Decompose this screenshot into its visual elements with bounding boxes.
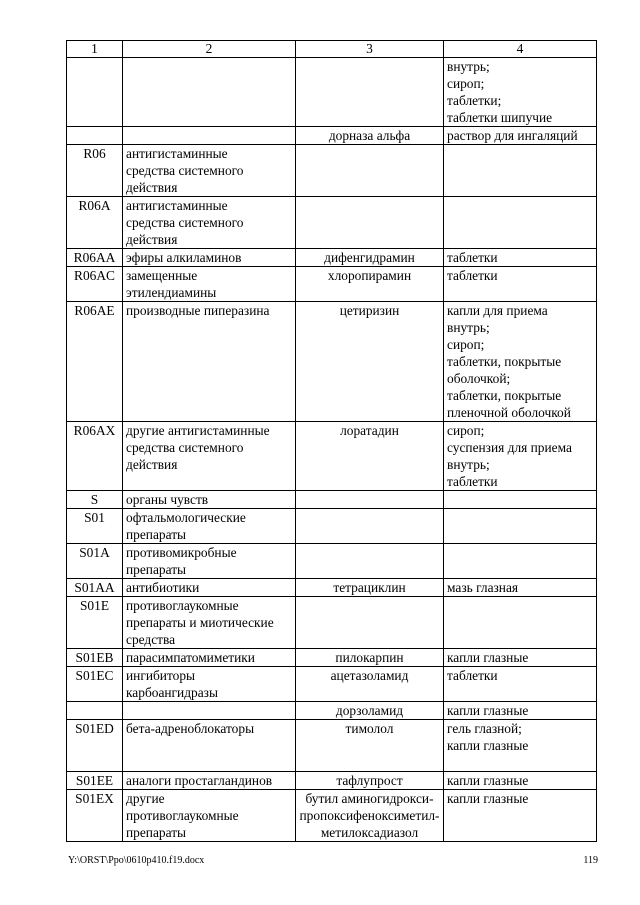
dosage-form-cell xyxy=(444,491,597,509)
substance-cell xyxy=(296,720,444,772)
group-name-cell xyxy=(123,579,296,597)
atc-code-cell xyxy=(67,127,123,145)
substance-line: тимолол xyxy=(345,721,394,736)
group-name-cell xyxy=(123,145,296,197)
dosage-form-line: таблетки xyxy=(447,250,498,265)
header-col-2: 2 xyxy=(123,41,296,58)
group-name-line: антибиотики xyxy=(126,580,200,595)
group-name-cell xyxy=(123,509,296,544)
substance-cell xyxy=(296,702,444,720)
dosage-form-line: таблетки xyxy=(447,668,498,683)
dosage-form-cell xyxy=(444,649,597,667)
table-row xyxy=(67,509,597,544)
group-name-cell xyxy=(123,197,296,249)
atc-code-cell: S01EX xyxy=(67,790,123,842)
group-name-line: производные пиперазина xyxy=(126,303,270,318)
atc-code-cell: S01EC xyxy=(67,667,123,702)
group-name-cell xyxy=(123,544,296,579)
table-row xyxy=(67,667,597,702)
table-row xyxy=(67,267,597,302)
group-name-line: антигистаминные xyxy=(126,198,228,213)
dosage-form-line: мазь глазная xyxy=(447,580,519,595)
table-row xyxy=(67,127,597,145)
dosage-form-cell xyxy=(444,702,597,720)
table-row xyxy=(67,579,597,597)
group-name-line: другие антигистаминные xyxy=(126,423,270,438)
group-name-cell xyxy=(123,702,296,720)
dosage-form-cell xyxy=(444,667,597,702)
atc-code-cell xyxy=(67,702,123,720)
dosage-form-line: таблетки xyxy=(447,268,498,283)
dosage-form-cell xyxy=(444,790,597,842)
dosage-form-cell xyxy=(444,267,597,302)
atc-code-cell: S01A xyxy=(67,544,123,579)
dosage-form-line: пленочной оболочкой xyxy=(447,405,571,420)
substance-cell xyxy=(296,145,444,197)
atc-code-cell xyxy=(67,58,123,127)
substance-line: лоратадин xyxy=(340,423,399,438)
group-name-line: средства системного xyxy=(126,215,244,230)
table-row xyxy=(67,544,597,579)
dosage-form-line xyxy=(447,754,593,771)
header-col-4: 4 xyxy=(444,41,597,58)
substance-cell xyxy=(296,267,444,302)
atc-code-cell: R06 xyxy=(67,145,123,197)
substance-cell xyxy=(296,667,444,702)
atc-code-cell: S01 xyxy=(67,509,123,544)
substance-line: тетрациклин xyxy=(333,580,406,595)
dosage-form-line: оболочкой; xyxy=(447,371,511,386)
group-name-line: препараты и миотические xyxy=(126,615,274,630)
substance-line: хлоропирамин xyxy=(327,268,412,283)
group-name-line: замещенные xyxy=(126,268,198,283)
substance-line: бутил аминогидрокси- xyxy=(305,791,434,806)
group-name-line: действия xyxy=(126,180,178,195)
substance-line: пропоксифеноксиметил- xyxy=(299,808,440,823)
dosage-form-cell xyxy=(444,249,597,267)
atc-code-cell: S01EB xyxy=(67,649,123,667)
group-name-line: офтальмологические xyxy=(126,510,246,525)
dosage-form-cell xyxy=(444,772,597,790)
dosage-form-line: таблетки, покрытые xyxy=(447,388,562,403)
group-name-line: противоглаукомные xyxy=(126,808,239,823)
group-name-cell xyxy=(123,720,296,772)
dosage-form-line: капли глазные xyxy=(447,738,529,753)
substance-cell xyxy=(296,509,444,544)
group-name-line: органы чувств xyxy=(126,492,209,507)
dosage-form-cell xyxy=(444,422,597,491)
group-name-line: средства системного xyxy=(126,440,244,455)
substance-cell xyxy=(296,249,444,267)
dosage-form-line: капли глазные xyxy=(447,791,529,806)
substance-cell xyxy=(296,491,444,509)
table-row xyxy=(67,249,597,267)
group-name-line: аналоги простагландинов xyxy=(126,773,273,788)
header-col-3: 3 xyxy=(296,41,444,58)
table-row xyxy=(67,772,597,790)
atc-code-cell: S01ED xyxy=(67,720,123,772)
dosage-form-line: сироп; xyxy=(447,76,485,91)
substance-cell xyxy=(296,544,444,579)
atc-code-cell: S01AA xyxy=(67,579,123,597)
dosage-form-line: суспензия для приема xyxy=(447,440,572,455)
group-name-cell xyxy=(123,772,296,790)
atc-code-cell: R06AC xyxy=(67,267,123,302)
group-name-cell xyxy=(123,249,296,267)
atc-code-cell: R06A xyxy=(67,197,123,249)
substance-line: пилокарпин xyxy=(335,650,404,665)
substance-cell xyxy=(296,197,444,249)
dosage-form-cell xyxy=(444,58,597,127)
atc-code-cell: R06AA xyxy=(67,249,123,267)
substance-cell xyxy=(296,790,444,842)
atc-code-cell: S01EE xyxy=(67,772,123,790)
dosage-form-line: таблетки; xyxy=(447,93,502,108)
dosage-form-line: капли глазные xyxy=(447,650,529,665)
atc-code-cell: S01E xyxy=(67,597,123,649)
dosage-form-line: капли глазные xyxy=(447,703,529,718)
group-name-line: действия xyxy=(126,457,178,472)
substance-cell xyxy=(296,649,444,667)
group-name-line: действия xyxy=(126,232,178,247)
substance-line: дорзоламид xyxy=(335,703,404,718)
group-name-line: препараты xyxy=(126,825,187,840)
dosage-form-cell xyxy=(444,544,597,579)
atc-code-cell: R06AE xyxy=(67,302,123,422)
group-name-line: ингибиторы xyxy=(126,668,196,683)
group-name-line: бета-адреноблокаторы xyxy=(126,721,255,736)
dosage-form-cell xyxy=(444,720,597,772)
header-col-1: 1 xyxy=(67,41,123,58)
group-name-line: противоглаукомные xyxy=(126,598,239,613)
table-row xyxy=(67,145,597,197)
dosage-form-line: сироп; xyxy=(447,423,485,438)
group-name-line: препараты xyxy=(126,527,187,542)
dosage-form-line: гель глазной; xyxy=(447,721,522,736)
group-name-cell xyxy=(123,302,296,422)
group-name-cell xyxy=(123,58,296,127)
dosage-form-line: раствор для ингаляций xyxy=(447,128,578,143)
substance-line: дифенгидрамин xyxy=(324,250,415,265)
table-row xyxy=(67,702,597,720)
substance-cell xyxy=(296,772,444,790)
table-row xyxy=(67,597,597,649)
group-name-line: антигистаминные xyxy=(126,146,228,161)
dosage-form-cell xyxy=(444,509,597,544)
page-number: 119 xyxy=(583,855,598,866)
dosage-form-line: таблетки, покрытые xyxy=(447,354,562,369)
group-name-cell xyxy=(123,267,296,302)
dosage-form-line: внутрь; xyxy=(447,59,490,74)
table-row xyxy=(67,649,597,667)
dosage-form-cell xyxy=(444,145,597,197)
dosage-form-line: сироп; xyxy=(447,337,485,352)
substance-line: ацетазоламид xyxy=(330,668,409,683)
substance-line: метилоксадиазол xyxy=(320,825,419,840)
group-name-line: этилендиамины xyxy=(126,285,217,300)
substance-cell xyxy=(296,302,444,422)
substance-line: дорназа альфа xyxy=(328,128,411,143)
group-name-cell xyxy=(123,491,296,509)
group-name-line: средства системного xyxy=(126,163,244,178)
table-row xyxy=(67,790,597,842)
substance-cell xyxy=(296,579,444,597)
substance-line: тафлупрост xyxy=(336,773,403,788)
group-name-cell xyxy=(123,422,296,491)
group-name-line: противомикробные xyxy=(126,545,237,560)
dosage-form-cell xyxy=(444,127,597,145)
dosage-form-line: внутрь; xyxy=(447,320,490,335)
group-name-cell xyxy=(123,667,296,702)
dosage-form-line: капли для приема xyxy=(447,303,548,318)
table-row xyxy=(67,197,597,249)
group-name-cell xyxy=(123,127,296,145)
table-row xyxy=(67,491,597,509)
group-name-cell xyxy=(123,597,296,649)
drug-table xyxy=(66,40,597,842)
substance-cell xyxy=(296,597,444,649)
table-body xyxy=(67,58,597,842)
table-row xyxy=(67,720,597,772)
header-row xyxy=(67,41,597,58)
dosage-form-line: внутрь; xyxy=(447,457,490,472)
atc-code-cell: R06AX xyxy=(67,422,123,491)
dosage-form-cell xyxy=(444,302,597,422)
dosage-form-cell xyxy=(444,197,597,249)
dosage-form-line: таблетки шипучие xyxy=(447,110,553,125)
substance-line: цетиризин xyxy=(339,303,400,318)
group-name-line: парасимпатомиметики xyxy=(126,650,255,665)
group-name-line: эфиры алкиламинов xyxy=(126,250,242,265)
footer-file-path: Y:\ORST\Ppo\0610p410.f19.docx xyxy=(68,855,205,866)
substance-cell xyxy=(296,127,444,145)
group-name-line: средства xyxy=(126,632,176,647)
group-name-line: препараты xyxy=(126,562,187,577)
group-name-cell xyxy=(123,649,296,667)
dosage-form-line: капли глазные xyxy=(447,773,529,788)
substance-cell xyxy=(296,422,444,491)
dosage-form-cell xyxy=(444,597,597,649)
table-row xyxy=(67,302,597,422)
table-row xyxy=(67,422,597,491)
dosage-form-cell xyxy=(444,579,597,597)
group-name-cell xyxy=(123,790,296,842)
table-row xyxy=(67,58,597,127)
substance-cell xyxy=(296,58,444,127)
group-name-line: другие xyxy=(126,791,165,806)
group-name-line: карбоангидразы xyxy=(126,685,218,700)
dosage-form-line: таблетки xyxy=(447,474,498,489)
atc-code-cell: S xyxy=(67,491,123,509)
